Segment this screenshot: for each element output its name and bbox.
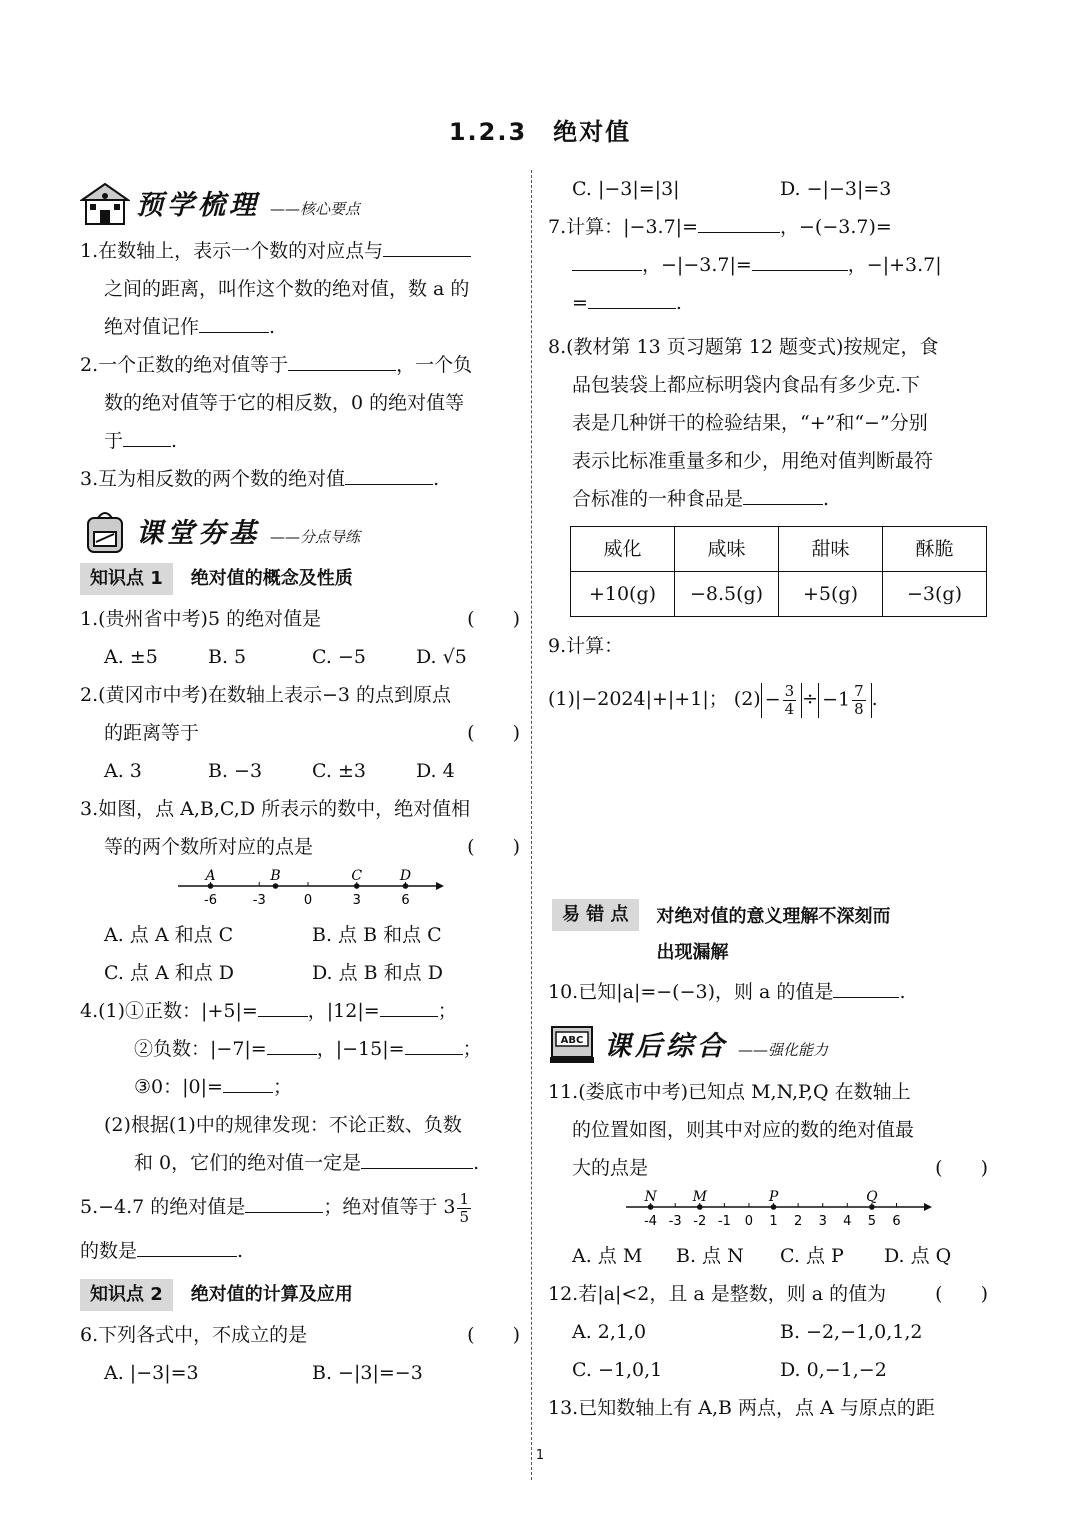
table-cell: +10(g): [571, 572, 675, 617]
error-point-line1: 对绝对值的意义理解不深刻而: [656, 906, 891, 927]
number-line-tick-label: -1: [717, 1214, 731, 1229]
q9-frac2: [852, 683, 866, 718]
q11-line3: 大的点是: [572, 1157, 649, 1179]
number-line-tick-label: 5: [867, 1214, 877, 1229]
p3: 3.互为相反数的两个数的绝对值 .: [80, 460, 520, 498]
number-line-tick-label: 0: [303, 893, 313, 908]
q6-options-row1: [80, 1354, 520, 1392]
q2-option-c[interactable]: C. ±3: [312, 760, 366, 782]
q7-part-a2: ，−(−3.7)=: [780, 216, 892, 238]
error-point-tag: 易 错 点: [552, 899, 639, 931]
number-line-point-label: M: [692, 1189, 707, 1205]
abs-expression: − $\frac{3}{4}$: [761, 683, 802, 718]
frac-num: 3: [784, 681, 795, 700]
frac-den: 8: [854, 699, 864, 718]
q3-option-a[interactable]: A. 点 A 和点 C: [104, 924, 234, 946]
question-10: 10.已知|a|=−(−3)，则 a 的值是 .: [548, 973, 988, 1011]
q4-part-b2: ，|−15|=: [316, 1038, 405, 1060]
answer-blank[interactable]: [223, 1068, 273, 1093]
number-line-point: [273, 883, 279, 889]
number-line-point-label: C: [351, 868, 363, 884]
p2-line3: 于: [104, 430, 124, 452]
q12-options-row2: [548, 1351, 988, 1389]
p2-line2: 数的绝对值等于它的相反数，0 的绝对值等: [104, 392, 465, 414]
answer-blank[interactable]: [245, 1188, 323, 1213]
page-title: 1.2.3 绝对值: [448, 118, 632, 146]
number-line-tick-label: 3: [818, 1214, 827, 1229]
kp1-tag: 知识点 1: [80, 563, 173, 595]
q3-options-row2: [80, 954, 520, 992]
table-header-cell: 酥脆: [883, 527, 987, 572]
number-line-tick-label: -3: [668, 1214, 682, 1229]
q9-part1: (1)|−2024|+|+1|；: [548, 688, 728, 710]
error-point: [548, 899, 988, 971]
q6-stem: 6.下列各式中，不成立的是: [80, 1324, 308, 1346]
question-4: 4.(1)①正数：|+5|= ，|12|= ； ②负数：|−7|= ，|−15|= ； ③0：|0|= ； (2)根据(1)中的规律发现：不论正数、负数 和 0，它们的绝对值一定是 .: [80, 992, 520, 1182]
section-class-header: [80, 502, 520, 554]
q1-options: [80, 638, 520, 676]
q7-part-b3: ，−|+3.7|: [847, 254, 942, 276]
q6-options-row2: [548, 170, 988, 208]
q9-stem: 9.计算：: [548, 635, 624, 657]
number-line-point-label: D: [399, 868, 412, 884]
p1: 1.在数轴上，表示一个数的对应点与 之间的距离，叫作这个数的绝对值，数 a 的 绝对值记作 .: [80, 232, 520, 346]
p1-line3: 绝对值记作: [104, 316, 200, 338]
number-line-point: [697, 1204, 703, 1210]
q8-line3: 表是几种饼干的检验结果，“+”和“−”分别: [572, 412, 928, 434]
q9-part2: (2): [733, 688, 761, 710]
number-line-tick-label: 0: [744, 1214, 754, 1229]
number-line-tick-label: 6: [892, 1214, 901, 1229]
q13-line1: 13.已知数轴上有 A,B 两点，点 A 与原点的距: [548, 1397, 935, 1419]
q4-part-a2: ，|12|=: [307, 1000, 380, 1022]
section-preview-subtitle: ——核心要点: [270, 200, 361, 218]
school-house-icon: [80, 180, 130, 226]
p3-text: 3.互为相反数的两个数的绝对值: [80, 468, 346, 490]
q10-text: 10.已知|a|=−(−3)，则 a 的值是: [548, 981, 834, 1003]
p2-line1a: 2.一个正数的绝对值等于: [80, 354, 289, 376]
q1-option-c[interactable]: C. −5: [312, 646, 366, 668]
q2-option-d[interactable]: D. 4: [416, 760, 455, 782]
p2: 2.一个正数的绝对值等于 ，一个负 数的绝对值等于它的相反数，0 的绝对值等 于 .: [80, 346, 520, 460]
q6-option-d[interactable]: D. −|−3|=3: [780, 178, 892, 200]
q12-options-row1: [548, 1313, 988, 1351]
section-after-header: [548, 1015, 988, 1067]
answer-blank[interactable]: [698, 208, 780, 233]
answer-blank[interactable]: [199, 308, 269, 333]
number-line-tick-label: 4: [843, 1214, 852, 1229]
number-line-tick-label: -4: [644, 1214, 658, 1229]
number-line-tick-label: -6: [204, 893, 217, 908]
p1-line1: 1.在数轴上，表示一个数的对应点与: [80, 240, 384, 262]
q5-part-b: ；绝对值等于 3: [323, 1196, 456, 1218]
answer-blank[interactable]: [288, 346, 396, 371]
question-13: [548, 1389, 988, 1427]
q2-line1: 2.(黄冈市中考)在数轴上表示−3 的点到原点: [80, 684, 452, 706]
number-line-abcd: [80, 868, 520, 912]
answer-blank[interactable]: [752, 246, 848, 271]
knowledge-point-2: [80, 1276, 520, 1314]
q12-option-b[interactable]: B. −2,−1,0,1,2: [780, 1321, 923, 1343]
q5-part-c: 的数是: [80, 1240, 138, 1262]
q3-option-d[interactable]: D. 点 B 和点 D: [312, 962, 443, 984]
number-line-point-label: N: [644, 1189, 657, 1205]
section-after-subtitle: ——强化能力: [738, 1041, 829, 1059]
number-line-point: [354, 883, 360, 889]
number-line-point-label: A: [205, 868, 216, 884]
answer-blank[interactable]: [380, 992, 438, 1017]
q6-option-a[interactable]: A. |−3|=3: [104, 1362, 199, 1384]
question-1: [80, 600, 520, 676]
number-line-point: [648, 1204, 654, 1210]
answer-blank[interactable]: [743, 480, 823, 505]
q8-line4: 表示比标准重量多和少，用绝对值判断最符: [572, 450, 934, 472]
table-header-cell: 咸味: [675, 527, 779, 572]
q6-option-c[interactable]: C. |−3|=|3|: [572, 178, 680, 200]
answer-blank[interactable]: [345, 460, 433, 485]
answer-blank[interactable]: [833, 973, 899, 998]
q7-part-a: 7.计算：|−3.7|=: [548, 216, 698, 238]
q5-frac-num: 1: [459, 1189, 469, 1208]
number-line-point: [869, 1204, 875, 1210]
table-row: [571, 572, 987, 617]
q4-part-d2: 和 0，它们的绝对值一定是: [134, 1152, 362, 1174]
answer-paren[interactable]: ( ): [935, 1283, 988, 1305]
kp2-text: 绝对值的计算及应用: [190, 1284, 353, 1305]
answer-paren[interactable]: ( ): [467, 836, 520, 858]
answer-blank[interactable]: [405, 1030, 463, 1055]
section-after-title: 课后综合: [604, 1031, 728, 1062]
answer-paren[interactable]: ( ): [467, 608, 520, 630]
q2-options: [80, 752, 520, 790]
answer-blank[interactable]: [137, 1232, 237, 1257]
q6-option-b[interactable]: B. −|3|=−3: [312, 1362, 423, 1384]
q2-option-a[interactable]: A. 3: [104, 760, 142, 782]
kp1-text: 绝对值的概念及性质: [190, 568, 353, 589]
question-9: [548, 627, 988, 721]
biscuit-table: [570, 526, 987, 617]
question-12: [548, 1275, 988, 1389]
q1-option-d[interactable]: D. √5: [416, 646, 467, 668]
section-preview-header: [80, 174, 520, 226]
mixed-whole: −1: [822, 688, 851, 710]
backpack-icon: [80, 508, 130, 554]
q12-option-c[interactable]: C. −1,0,1: [572, 1359, 663, 1381]
answer-blank[interactable]: [361, 1144, 473, 1169]
right-column: [548, 170, 988, 1427]
table-cell: −8.5(g): [675, 572, 779, 617]
number-line-point-label: Q: [866, 1189, 878, 1205]
number-line-point-label: B: [270, 868, 281, 884]
table-header-cell: 威化: [571, 527, 675, 572]
q2-option-b[interactable]: B. −3: [208, 760, 263, 782]
p1-line2: 之间的距离，叫作这个数的绝对值，数 a 的: [104, 278, 470, 300]
kp2-tag: 知识点 2: [80, 1279, 173, 1311]
question-8: 8.(教材第 13 页习题第 12 题变式)按规定，食 品包装袋上都应标明袋内食品有多少克.下 表是几种饼干的检验结果，“+”和“−”分别 表示比标准重量多和少，用绝对值判断最符 合标准的一种食品是 . 威化 咸味 甜味 酥脆 +10(g) −8.5(g) +5(g) −3(g): [548, 328, 988, 617]
answer-paren[interactable]: ( ): [467, 1324, 520, 1346]
knowledge-point-1: [80, 560, 520, 598]
q11-line2: 的位置如图，则其中对应的数的绝对值最: [572, 1119, 915, 1141]
q2-line2: 的距离等于: [104, 722, 200, 744]
q12-stem: 12.若|a|<2，且 a 是整数，则 a 的值为: [548, 1283, 887, 1305]
q11-line1: 11.(娄底市中考)已知点 M,N,P,Q 在数轴上: [548, 1081, 911, 1103]
question-6: [80, 1316, 520, 1392]
q11-options: [548, 1237, 988, 1275]
q12-option-d[interactable]: D. 0,−1,−2: [780, 1359, 887, 1381]
table-header-cell: 甜味: [779, 527, 883, 572]
answer-blank[interactable]: [267, 1030, 317, 1055]
question-3: [80, 790, 520, 992]
p2-line1b: ，一个负: [396, 354, 473, 376]
answer-blank[interactable]: [383, 232, 471, 257]
table-cell: −3(g): [883, 572, 987, 617]
abc-book-icon-label: ABC: [560, 1035, 584, 1046]
number-line-point-label: P: [768, 1189, 779, 1205]
q3-option-c[interactable]: C. 点 A 和点 D: [104, 962, 235, 984]
answer-blank[interactable]: [588, 284, 676, 309]
question-11: [548, 1073, 988, 1275]
number-line-tick-label: 2: [793, 1214, 803, 1229]
q4-part-d1: (2)根据(1)中的规律发现：不论正数、负数: [104, 1114, 462, 1136]
q7-part-c: =: [572, 292, 588, 314]
number-line-arrow: [436, 882, 444, 890]
answer-blank[interactable]: [258, 992, 308, 1017]
abc-book-icon: [548, 1021, 598, 1067]
frac-den: 4: [784, 699, 795, 718]
answer-blank[interactable]: [123, 422, 171, 447]
error-point-text: [657, 899, 891, 971]
q5-part-a: 5.−4.7 的绝对值是: [80, 1196, 246, 1218]
number-line-point: [771, 1204, 777, 1210]
answer-blank[interactable]: [572, 246, 642, 271]
question-2: [80, 676, 520, 790]
number-line-mnpq: [548, 1189, 988, 1233]
abs-expression: [818, 683, 872, 718]
q11-option-b[interactable]: B. 点 N: [676, 1245, 744, 1267]
number-line-tick-label: 6: [401, 893, 410, 908]
section-class-title: 课堂夯基: [136, 518, 260, 549]
page-number: 1: [535, 1448, 545, 1463]
answer-space[interactable]: [548, 721, 988, 893]
question-7: 7.计算：|−3.7|= ，−(−3.7)= ，−|−3.7|= ，−|+3.7| = .: [548, 208, 988, 322]
q1-stem: 1.(贵州省中考)5 的绝对值是: [80, 608, 322, 630]
table-cell: +5(g): [779, 572, 883, 617]
q8-line5: 合标准的一种食品是: [572, 488, 744, 510]
number-line-point: [208, 883, 214, 889]
q7-part-b2: ，−|−3.7|=: [642, 254, 752, 276]
q4-part-a: 4.(1)①正数：|+5|=: [80, 1000, 258, 1022]
frac-num: 7: [854, 681, 864, 700]
column-divider: [531, 170, 532, 1480]
section-preview-title: 预学梳理: [136, 190, 260, 221]
q12-option-a[interactable]: A. 2,1,0: [572, 1321, 647, 1343]
q11-option-a[interactable]: A. 点 M: [572, 1245, 643, 1267]
q11-option-c[interactable]: C. 点 P: [780, 1245, 844, 1267]
q1-option-a[interactable]: A. ±5: [104, 646, 158, 668]
number-line-tick-label: 1: [769, 1214, 778, 1229]
q11-option-d[interactable]: D. 点 Q: [884, 1245, 952, 1267]
number-line-tick-label: 3: [352, 893, 361, 908]
q3-option-b[interactable]: B. 点 B 和点 C: [312, 924, 442, 946]
q4-part-c: ③0：|0|=: [134, 1076, 223, 1098]
left-column: [80, 170, 520, 1392]
q8-line2: 品包装袋上都应标明袋内食品有多少克.下: [572, 374, 921, 396]
q8-line1: 8.(教材第 13 页习题第 12 题变式)按规定，食: [548, 336, 939, 358]
q9-parts: (1)|−2024|+|+1|； (2) − $\frac{3}{4}$ ÷ −1 $\frac{7}{8}$ .: [548, 681, 878, 718]
q3-line1: 3.如图，点 A,B,C,D 所表示的数中，绝对值相: [80, 798, 471, 820]
error-point-line2: 出现漏解: [656, 942, 729, 963]
q3-line2: 等的两个数所对应的点是: [104, 836, 314, 858]
question-5: 5.−4.7 的绝对值是 ；绝对值等于 3 $\frac{1}{5}$ 的数是 .: [80, 1189, 469, 1262]
number-line-tick-label: -2: [693, 1214, 707, 1229]
q3-options-row1: [80, 916, 520, 954]
q5-frac-den: 5: [459, 1207, 469, 1226]
q5-fraction: [457, 1191, 471, 1226]
answer-paren[interactable]: ( ): [935, 1157, 988, 1179]
number-line-tick-label: -3: [252, 893, 266, 908]
section-class-subtitle: ——分点导练: [270, 528, 361, 546]
table-header-row: [571, 527, 987, 572]
number-line-arrow: [924, 1203, 932, 1211]
answer-paren[interactable]: ( ): [467, 722, 520, 744]
q4-part-b: ②负数：|−7|=: [134, 1038, 267, 1060]
q1-option-b[interactable]: B. 5: [208, 646, 247, 668]
q9-frac1: [783, 683, 797, 718]
number-line-point: [403, 883, 409, 889]
